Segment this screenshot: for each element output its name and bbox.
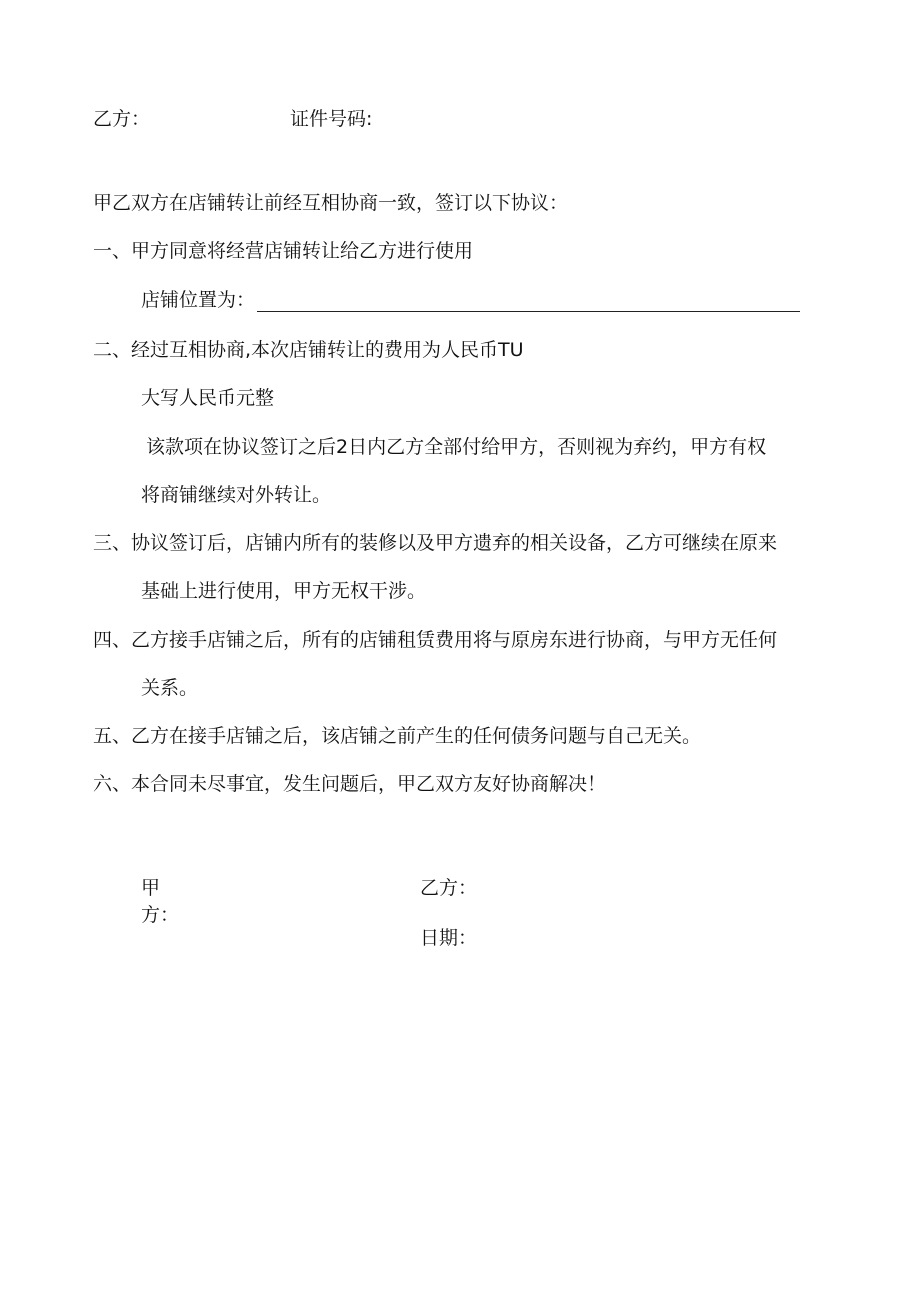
clause-2-amount-words: 大写人民币元整 bbox=[141, 387, 275, 409]
clause-3: 三、协议签订后，店铺内所有的装修以及甲方遗弃的相关设备，乙方可继续在原来 bbox=[93, 532, 778, 554]
clause-2-payment: 该款项在协议签订之后2日内乙方全部付给甲方，否则视为弃约，甲方有权 bbox=[146, 436, 767, 458]
clause-6: 六、本合同未尽事宜，发生问题后，甲乙双方友好协商解决！ bbox=[93, 773, 607, 795]
shop-location-blank bbox=[257, 291, 800, 312]
shop-location-label: 店铺位置为： bbox=[141, 289, 256, 311]
clause-4: 四、乙方接手店铺之后，所有的店铺租赁费用将与原房东进行协商，与甲方无任何 bbox=[93, 629, 778, 651]
clause-2-payment-cont: 将商铺继续对外转让。 bbox=[141, 484, 332, 506]
id-number-label: 证件号码: bbox=[290, 108, 373, 130]
party-b-label: 乙方： bbox=[93, 108, 151, 130]
clause-2: 二、经过互相协商,本次店铺转让的费用为人民币TU bbox=[93, 339, 524, 361]
date-label: 日期： bbox=[420, 927, 478, 949]
party-b-signature-label: 乙方： bbox=[420, 877, 478, 899]
clause-4-cont: 关系。 bbox=[141, 677, 199, 699]
clause-3-cont: 基础上进行使用，甲方无权干涉。 bbox=[141, 580, 427, 602]
party-a-signature-label-cont: 方： bbox=[141, 904, 180, 926]
intro-text: 甲乙双方在店铺转让前经互相协商一致，签订以下协议： bbox=[93, 192, 569, 214]
party-a-signature-label: 甲 bbox=[141, 877, 161, 899]
clause-1: 一、甲方同意将经营店铺转让给乙方进行使用 bbox=[93, 240, 474, 262]
clause-5: 五、乙方在接手店铺之后，该店铺之前产生的任何债务问题与自己无关。 bbox=[93, 725, 702, 747]
shop-location-row bbox=[141, 288, 800, 312]
